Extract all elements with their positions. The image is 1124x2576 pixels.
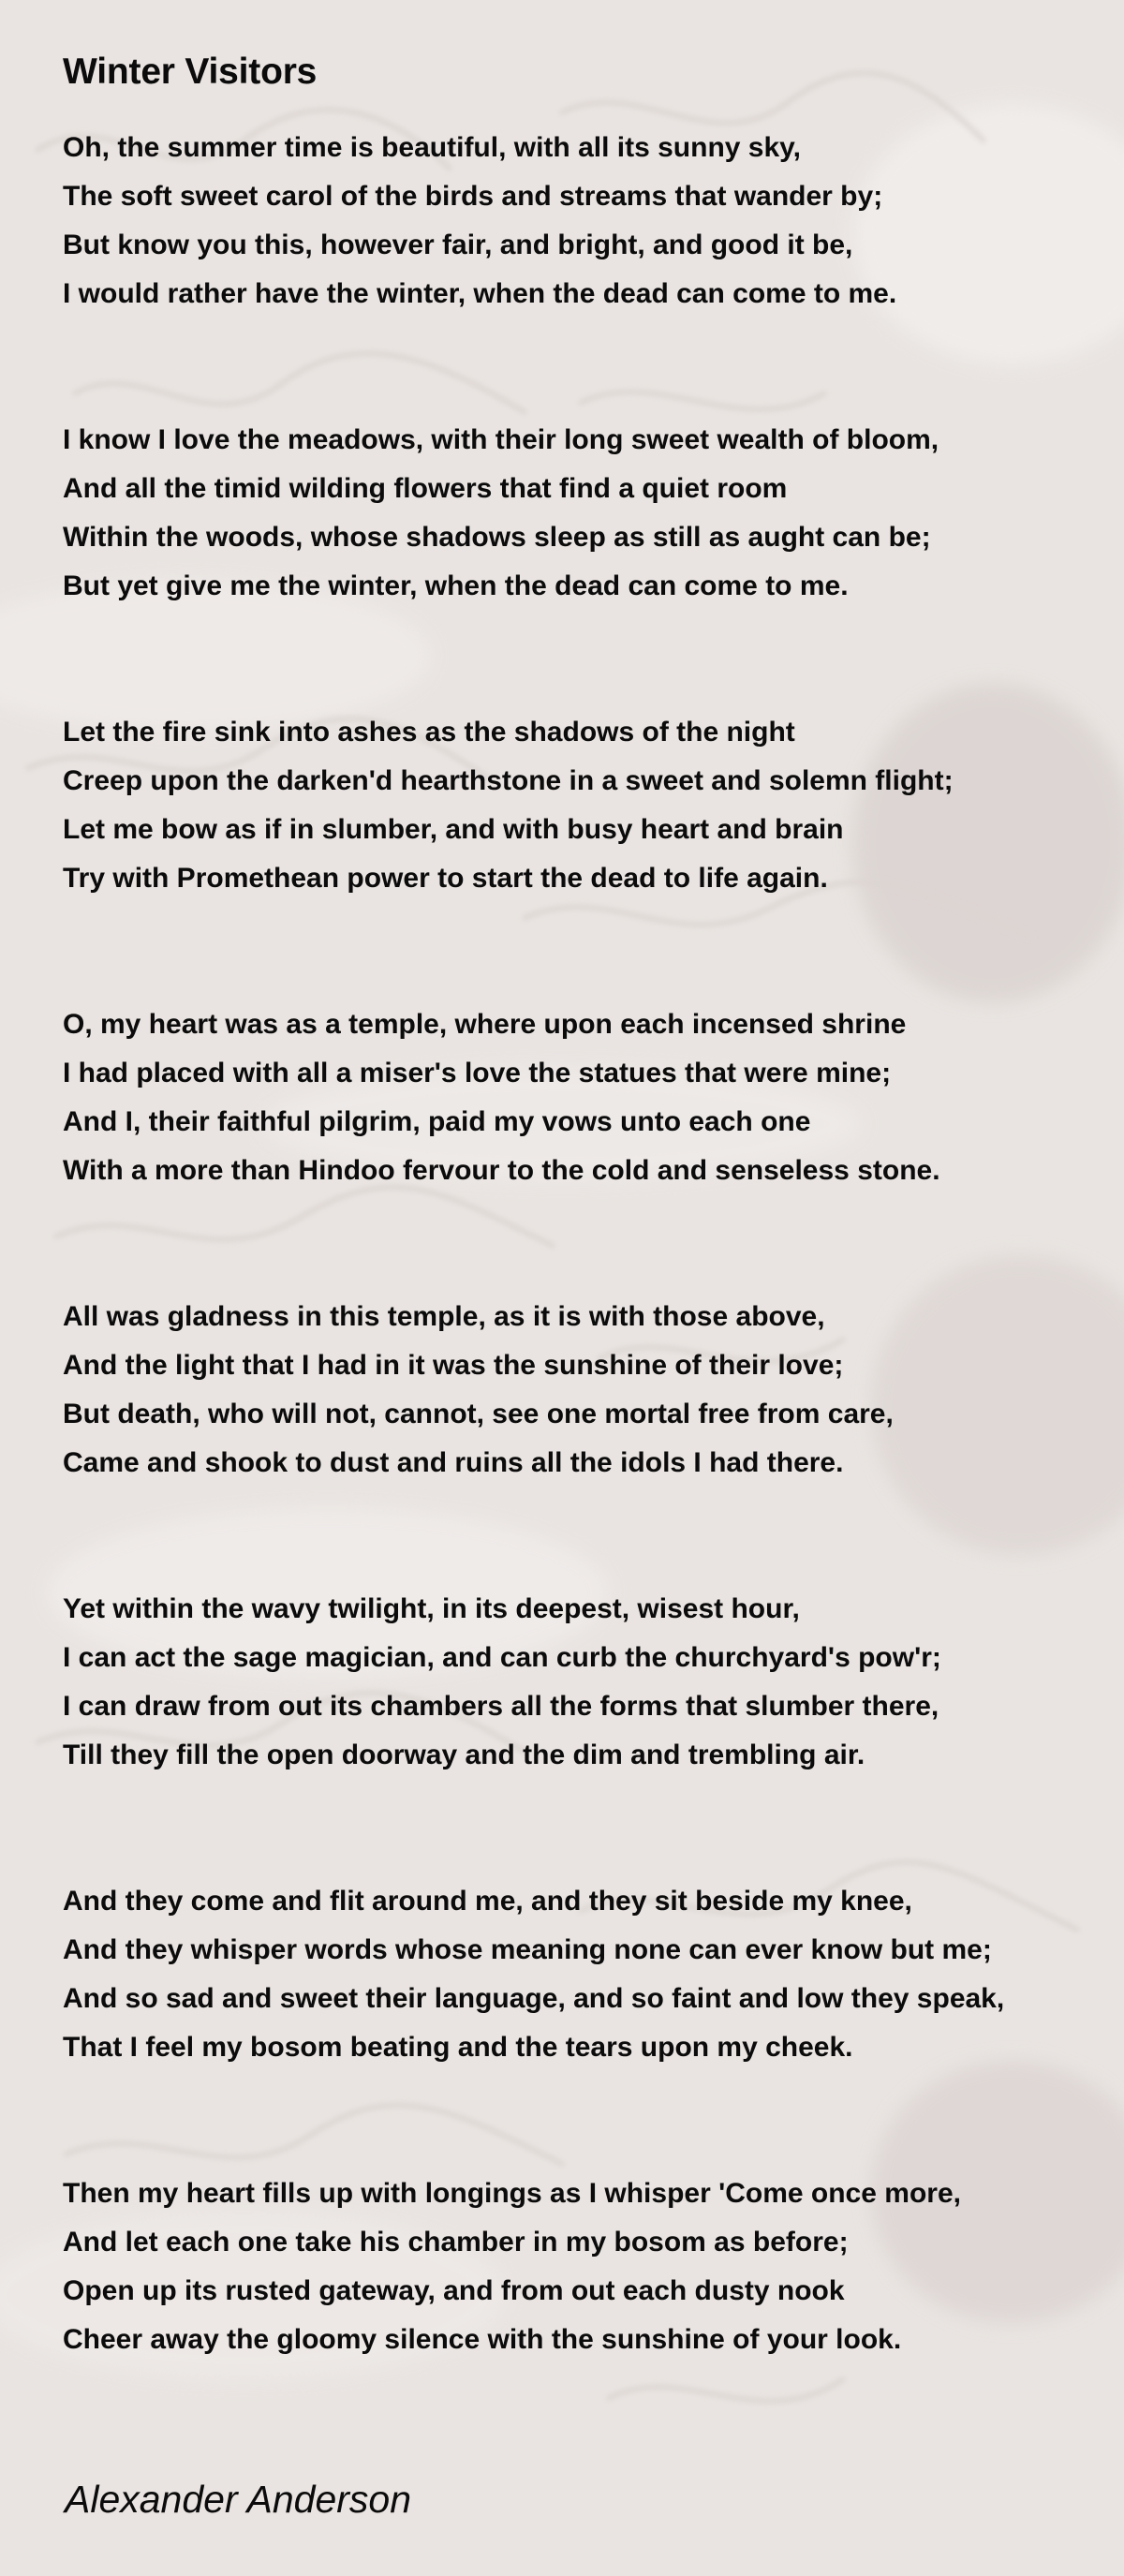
poem-line: And they come and flit around me, and they sit beside my knee,	[63, 1886, 912, 1917]
poem-line: O, my heart was as a temple, where upon each incensed shrine	[63, 1009, 907, 1040]
poem-line: I had placed with all a miser's love the statues that were mine;	[63, 1058, 892, 1088]
poem-line: But death, who will not, cannot, see one mortal free from care,	[63, 1399, 894, 1429]
poem-line: I would rather have the winter, when the dead can come to me.	[63, 278, 897, 309]
poem-title: Winter Visitors	[63, 52, 318, 92]
poem-line: And they whisper words whose meaning none can ever know but me;	[63, 1934, 992, 1965]
poem-line: And so sad and sweet their language, and so faint and low they speak,	[63, 1983, 1005, 2014]
stanza-8	[63, 2169, 1102, 2364]
stanza-4	[63, 1000, 1102, 1195]
poem-line: Cheer away the gloomy silence with the sunshine of your look.	[63, 2324, 902, 2355]
stanza-7	[63, 1877, 1102, 2072]
poem-line: And all the timid wilding flowers that find a quiet room	[63, 473, 788, 504]
poem-line: And the light that I had in it was the sunshine of their love;	[63, 1350, 844, 1381]
stanza-1	[63, 124, 1102, 318]
poem-line: Yet within the wavy twilight, in its deepest, wisest hour,	[63, 1593, 800, 1624]
poem-line: Then my heart fills up with longings as I whisper 'Come once more,	[63, 2178, 961, 2209]
poem-line: Try with Promethean power to start the dead to life again.	[63, 863, 828, 894]
poem-line: Till they fill the open doorway and the dim and trembling air.	[63, 1740, 865, 1770]
stanza-6	[63, 1585, 1102, 1780]
poem-line: I know I love the meadows, with their long sweet wealth of bloom,	[63, 424, 939, 455]
poem-line: But know you this, however fair, and bright, and good it be,	[63, 229, 853, 260]
stanza-2	[63, 416, 1102, 611]
poem-line: And let each one take his chamber in my bosom as before;	[63, 2227, 849, 2258]
poem-line: That I feel my bosom beating and the tears upon my cheek.	[63, 2032, 853, 2063]
poem-body	[63, 124, 1102, 2364]
poem-line: Came and shook to dust and ruins all the idols I had there.	[63, 1447, 844, 1478]
poem-line: I can act the sage magician, and can curb the churchyard's pow'r;	[63, 1642, 941, 1673]
stanza-5	[63, 1293, 1102, 1488]
poem-line: Creep upon the darken'd hearthstone in a sweet and solemn flight;	[63, 765, 954, 796]
poem-line: Open up its rusted gateway, and from out each dusty nook	[63, 2275, 845, 2306]
poem-line: With a more than Hindoo fervour to the cold and senseless stone.	[63, 1155, 940, 1186]
poem-line: Let the fire sink into ashes as the shadows of the night	[63, 717, 795, 748]
poem-author: Alexander Anderson	[65, 2478, 412, 2521]
poem-line: And I, their faithful pilgrim, paid my vows unto each one	[63, 1106, 811, 1137]
poem-line: I can draw from out its chambers all the forms that slumber there,	[63, 1691, 939, 1722]
poem-line: Let me bow as if in slumber, and with busy heart and brain	[63, 814, 844, 845]
poem-line: Within the woods, whose shadows sleep as still as aught can be;	[63, 522, 931, 553]
poem-line: The soft sweet carol of the birds and streams that wander by;	[63, 181, 883, 212]
poem-line: All was gladness in this temple, as it is with those above,	[63, 1301, 825, 1332]
poem-line: But yet give me the winter, when the dead can come to me.	[63, 570, 849, 601]
stanza-3	[63, 708, 1102, 903]
poem-line: Oh, the summer time is beautiful, with all its sunny sky,	[63, 132, 801, 163]
